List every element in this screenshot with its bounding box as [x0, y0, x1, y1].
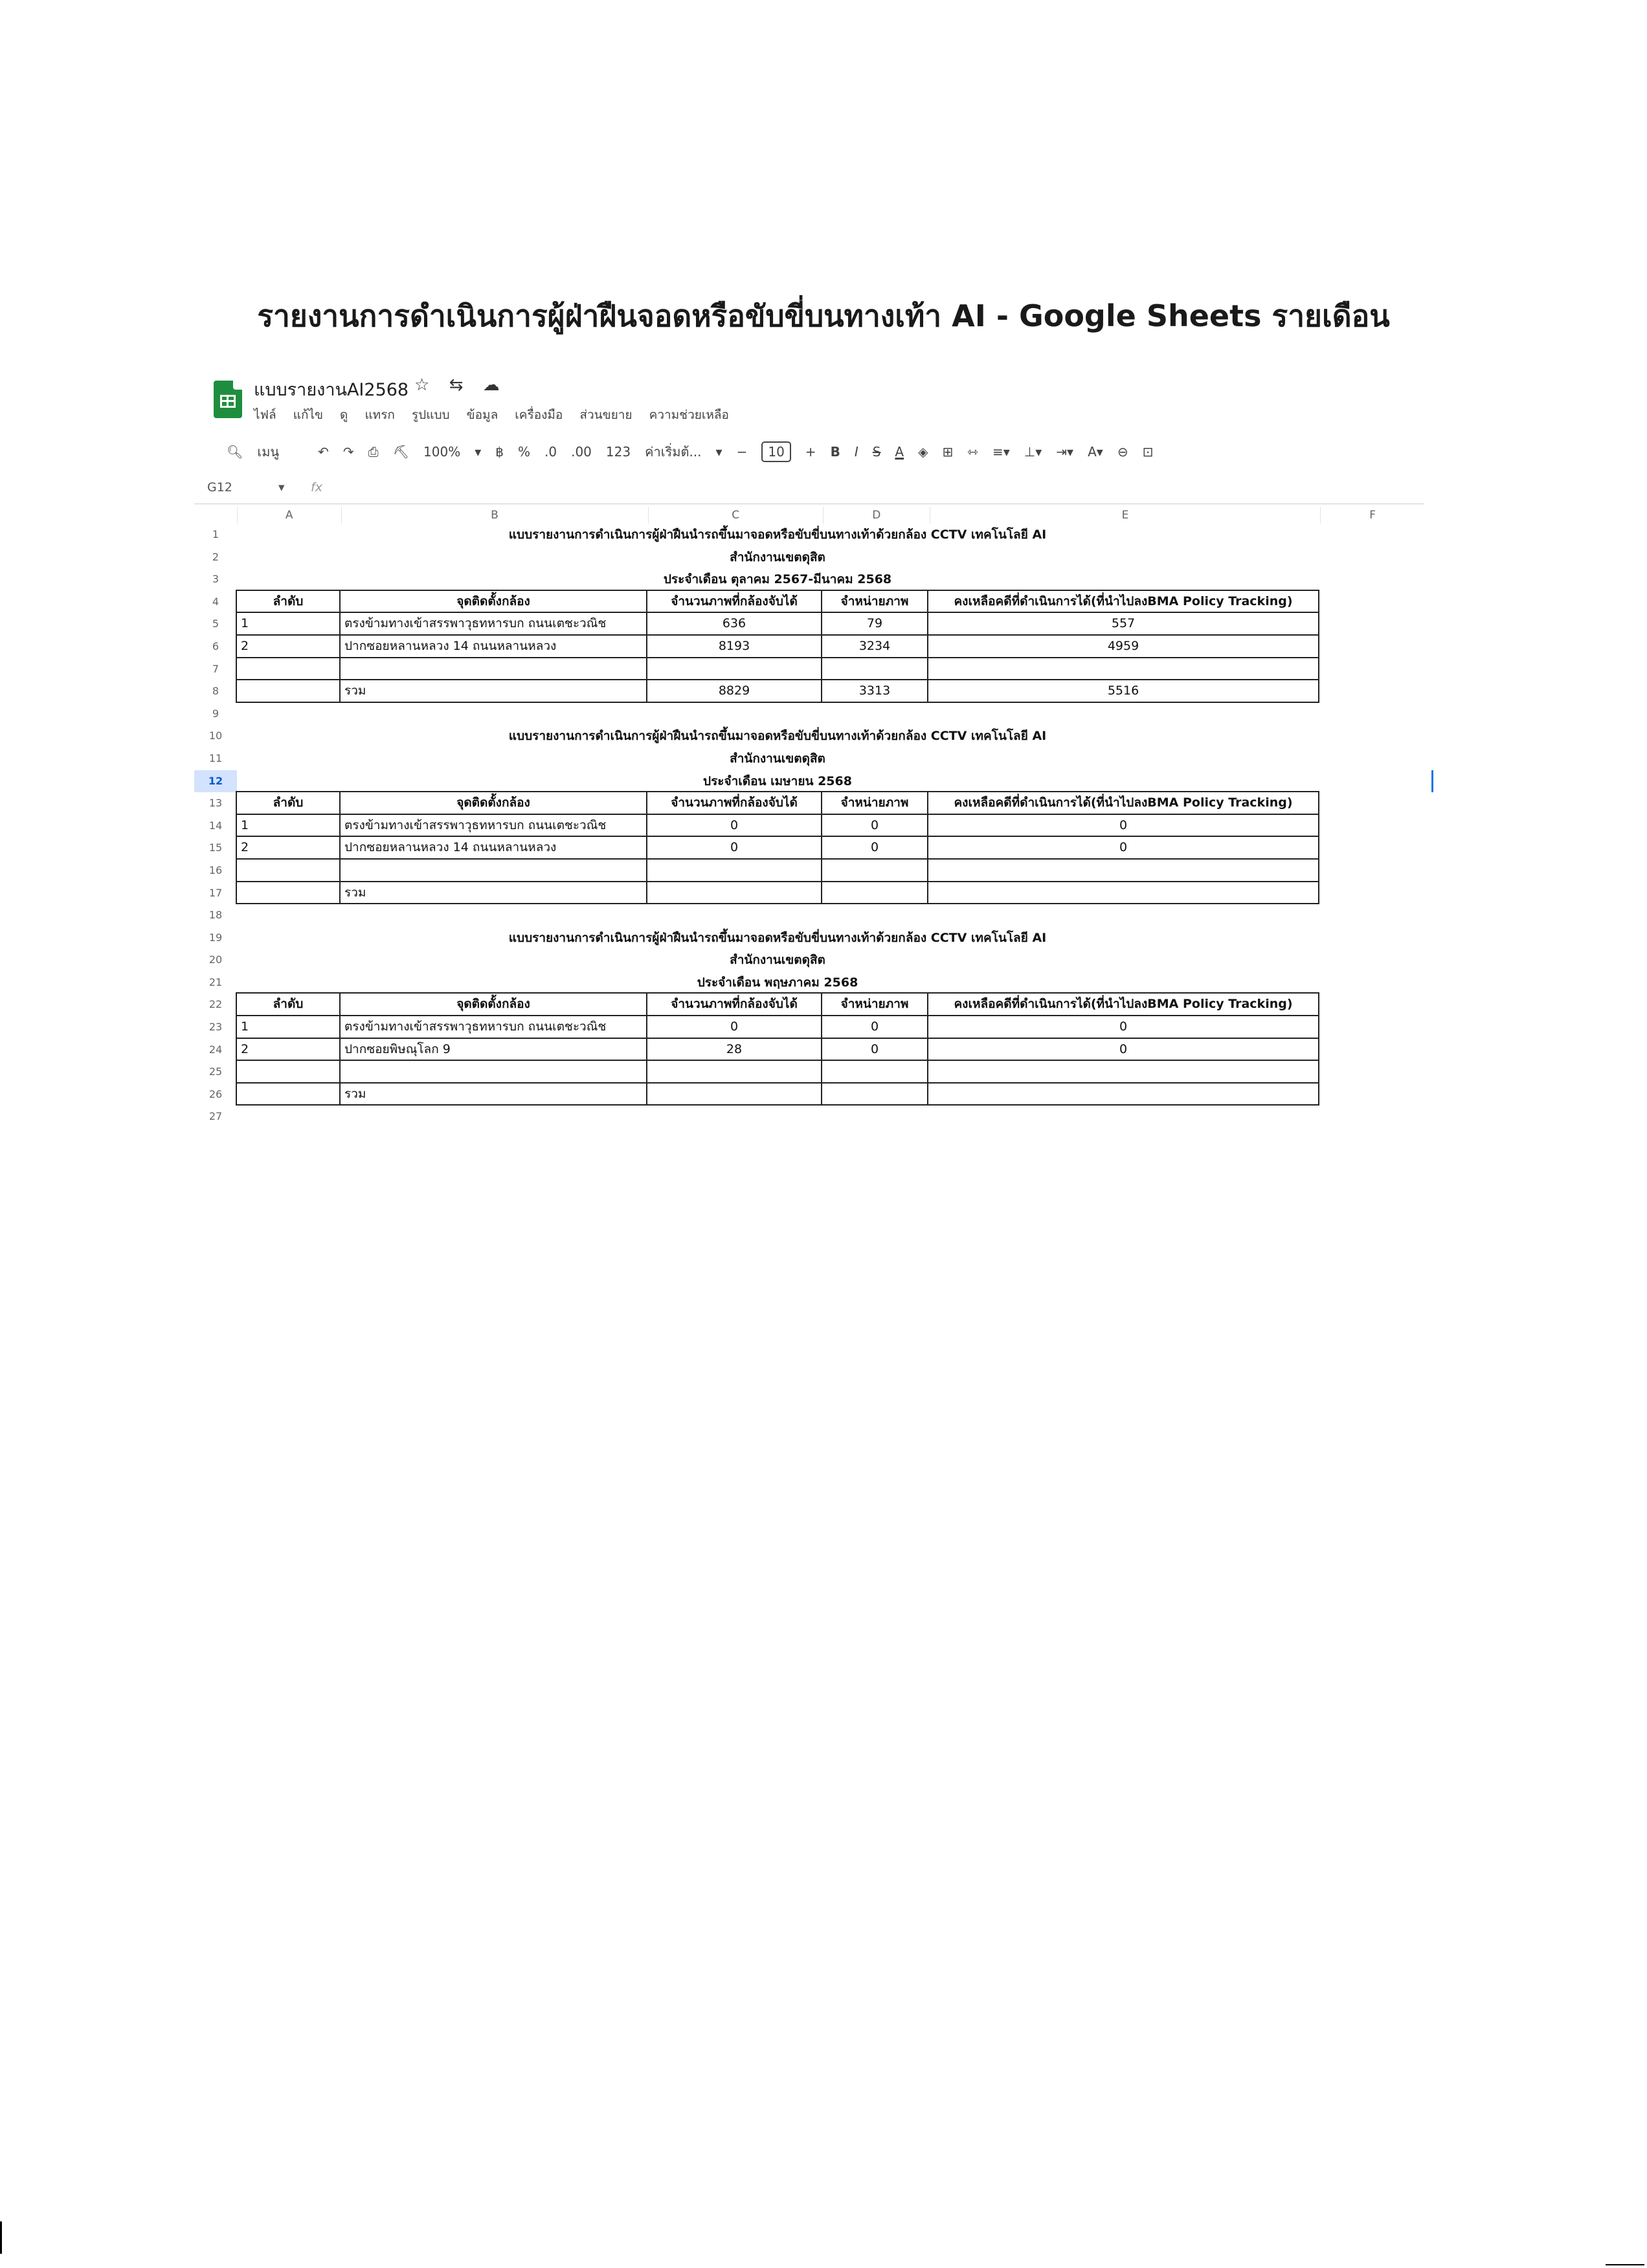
title-icons [414, 375, 514, 395]
grid-row [194, 748, 1424, 770]
percent-button[interactable]: % [517, 444, 530, 460]
cell-discarded[interactable]: 0 [821, 814, 928, 838]
comment-icon[interactable]: ⊡ [1142, 444, 1154, 460]
empty-cell[interactable] [339, 1060, 647, 1084]
total-remaining[interactable]: 5516 [927, 679, 1319, 703]
row-number[interactable]: 24 [208, 1043, 223, 1056]
column-header-a[interactable]: A [237, 507, 341, 524]
grid-row [194, 658, 1424, 681]
font-size-input[interactable]: 10 [761, 441, 790, 462]
row-number[interactable]: 21 [208, 975, 223, 988]
row-number[interactable]: 6 [212, 639, 219, 652]
menu-search[interactable]: เมนู [257, 444, 280, 460]
italic-button[interactable]: I [854, 444, 858, 460]
cell-order[interactable]: 1 [236, 1015, 341, 1039]
row-number[interactable]: 11 [208, 751, 223, 764]
empty-cell[interactable] [236, 1082, 341, 1106]
header-order[interactable]: ลำดับ [236, 590, 341, 614]
paint-format-icon[interactable]: ⛏ [392, 444, 410, 460]
row-number[interactable]: 26 [208, 1087, 223, 1100]
cell-location[interactable]: ตรงข้ามทางเข้าสรรพาวุธทหารบก ถนนเตชะวณิช [339, 1015, 647, 1039]
empty-cell[interactable] [236, 1060, 341, 1084]
total-discarded[interactable]: 3313 [821, 679, 928, 703]
report-period: ประจำเดือน ตุลาคม 2567-มีนาคม 2568 [663, 572, 892, 587]
total-label[interactable]: รวม [339, 679, 647, 703]
row-number[interactable]: 4 [212, 595, 219, 608]
formula-bar [194, 475, 1424, 504]
cell-captured[interactable]: 636 [646, 612, 822, 636]
menu-help[interactable]: ความช่วยเหลือ [649, 408, 729, 422]
cell-remaining[interactable]: 4959 [927, 634, 1319, 658]
font-size-increase[interactable]: + [805, 444, 816, 460]
report-period: ประจำเดือน เมษายน 2568 [703, 773, 852, 788]
empty-cell[interactable] [236, 858, 341, 882]
row-number[interactable]: 5 [212, 617, 219, 630]
star-icon[interactable]: ☆ [414, 375, 430, 395]
column-headers [194, 507, 1424, 524]
header-captured[interactable]: จำนวนภาพที่กล้องจับได้ [646, 791, 822, 815]
header-order[interactable]: ลำดับ [236, 992, 341, 1016]
font-size-decrease[interactable]: − [736, 444, 748, 460]
cell-captured[interactable]: 28 [646, 1038, 822, 1062]
row-number[interactable]: 20 [208, 953, 223, 966]
menu-file[interactable]: ไฟล์ [254, 408, 276, 422]
header-discarded[interactable]: จำหน่ายภาพ [821, 992, 928, 1016]
total-label[interactable]: รวม [339, 881, 647, 905]
grid-row [194, 927, 1424, 950]
grid-row [194, 636, 1424, 658]
menu-insert[interactable]: แทรก [364, 408, 395, 422]
cell-discarded[interactable]: 3234 [821, 634, 928, 658]
strikethrough-button[interactable]: S [872, 444, 881, 460]
fill-color-icon[interactable]: ◈ [918, 444, 928, 460]
row-number[interactable]: 25 [208, 1065, 223, 1078]
row-number[interactable]: 18 [208, 909, 223, 922]
total-captured[interactable] [646, 1082, 822, 1106]
cell-discarded[interactable]: 0 [821, 836, 928, 860]
scan-mark [1606, 2264, 1644, 2265]
empty-cell[interactable] [236, 657, 341, 681]
header-order[interactable]: ลำดับ [236, 791, 341, 815]
grid-row [194, 770, 1424, 793]
align-horizontal-icon[interactable]: ≡▾ [992, 444, 1010, 460]
row-number[interactable]: 7 [212, 662, 219, 675]
cell-order[interactable]: 2 [236, 836, 341, 860]
cell-captured[interactable]: 0 [646, 836, 822, 860]
header-location[interactable]: จุดติดตั้งกล้อง [339, 791, 647, 815]
grid-row [194, 904, 1424, 927]
total-discarded[interactable] [821, 1082, 928, 1106]
total-discarded[interactable] [821, 881, 928, 905]
grid-row [194, 1061, 1424, 1084]
title-bar [194, 375, 1424, 428]
grid-row [194, 703, 1424, 726]
empty-cell[interactable] [927, 858, 1319, 882]
empty-cell[interactable] [821, 858, 928, 882]
scan-mark [0, 2221, 2, 2254]
cell-order[interactable]: 2 [236, 1038, 341, 1062]
cell-remaining[interactable]: 0 [927, 1038, 1319, 1062]
header-remaining[interactable]: คงเหลือคดีที่ดำเนินการได้(ที่นำไปลงBMA Policy Tracking) [927, 992, 1319, 1016]
toolbar [194, 434, 1424, 470]
grid-row [194, 568, 1424, 591]
menu-view[interactable]: ดู [340, 408, 348, 422]
grid-row [194, 546, 1424, 569]
report-period: ประจำเดือน พฤษภาคม 2568 [697, 975, 858, 990]
empty-cell[interactable] [236, 679, 341, 703]
menu-bar [254, 405, 742, 425]
text-rotation-icon[interactable]: A▾ [1088, 444, 1103, 460]
cell-captured[interactable]: 0 [646, 814, 822, 838]
empty-cell[interactable] [339, 657, 647, 681]
grid-row [194, 972, 1424, 994]
currency-icon[interactable]: ฿ [495, 444, 504, 460]
text-color-button[interactable]: A [895, 444, 904, 460]
borders-icon[interactable]: ⊞ [942, 444, 954, 460]
office-name: สำนักงานเขตดุสิต [730, 953, 825, 968]
grid-row [194, 1084, 1424, 1106]
header-captured[interactable]: จำนวนภาพที่กล้องจับได้ [646, 590, 822, 614]
name-box[interactable]: G12 [207, 480, 232, 495]
move-icon[interactable]: ⇆ [449, 375, 464, 395]
row-number[interactable]: 3 [212, 573, 219, 586]
cell-remaining[interactable]: 0 [927, 814, 1319, 838]
column-header-d[interactable]: D [823, 507, 930, 524]
menu-edit[interactable]: แก้ไข [293, 408, 323, 422]
cell-order[interactable]: 1 [236, 814, 341, 838]
empty-cell[interactable] [646, 657, 822, 681]
cell-captured[interactable]: 0 [646, 1015, 822, 1039]
link-icon[interactable]: ⊖ [1117, 444, 1128, 460]
document-name[interactable]: แบบรายงานAI2568 [254, 380, 409, 400]
grid-row [194, 725, 1424, 748]
grid-row [194, 524, 1424, 546]
report-title: แบบรายงานการดำเนินการผู้ฝ่าฝืนนำรถขึ้นมาจอดหรือขับขี่บนทางเท้าด้วยกล้อง CCTV เทคโนโลยี AI [508, 729, 1047, 744]
column-header-b[interactable]: B [341, 507, 648, 524]
grid-row [194, 860, 1424, 882]
total-captured[interactable]: 8829 [646, 679, 822, 703]
bold-button[interactable]: B [830, 444, 840, 460]
grid-rows [194, 524, 1424, 1128]
grid-row [194, 994, 1424, 1016]
selection-indicator [1431, 770, 1433, 792]
grid-row [194, 591, 1424, 614]
header-discarded[interactable]: จำหน่ายภาพ [821, 791, 928, 815]
empty-cell[interactable] [927, 1060, 1319, 1084]
row-number[interactable]: 12 [194, 770, 237, 793]
empty-cell[interactable] [339, 858, 647, 882]
select-all-corner[interactable] [194, 507, 237, 524]
increase-decimal-button[interactable]: .00 [571, 444, 592, 460]
print-icon[interactable]: ⎙ [368, 444, 379, 460]
row-number[interactable]: 1 [212, 528, 219, 540]
office-name: สำนักงานเขตดุสิต [730, 550, 825, 564]
cloud-icon[interactable]: ☁ [482, 375, 500, 395]
align-vertical-icon[interactable]: ⊥▾ [1024, 444, 1042, 460]
fx-icon: fx [311, 480, 322, 495]
empty-cell[interactable] [927, 657, 1319, 681]
report-title: แบบรายงานการดำเนินการผู้ฝ่าฝืนนำรถขึ้นมาจอดหรือขับขี่บนทางเท้าด้วยกล้อง CCTV เทคโนโลยี AI [508, 528, 1047, 542]
row-number[interactable]: 16 [208, 863, 223, 876]
chevron-down-icon[interactable]: ▾ [278, 480, 285, 495]
cell-order[interactable]: 2 [236, 634, 341, 658]
decrease-decimal-button[interactable]: .0 [544, 444, 557, 460]
empty-cell[interactable] [646, 1060, 822, 1084]
grid-row [194, 837, 1424, 860]
row-number[interactable]: 9 [212, 707, 219, 720]
chevron-down-icon[interactable]: ▾ [475, 444, 482, 460]
header-captured[interactable]: จำนวนภาพที่กล้องจับได้ [646, 992, 822, 1016]
merge-cells-icon[interactable]: ⇿ [967, 444, 979, 460]
grid-row [194, 949, 1424, 972]
row-number[interactable]: 8 [212, 685, 219, 698]
total-label[interactable]: รวม [339, 1082, 647, 1106]
cell-location[interactable]: ปากซอยหลานหลวง 14 ถนนหลานหลวง [339, 836, 647, 860]
header-discarded[interactable]: จำหน่ายภาพ [821, 590, 928, 614]
row-number[interactable]: 2 [212, 550, 219, 563]
total-captured[interactable] [646, 881, 822, 905]
grid-row [194, 882, 1424, 905]
total-remaining[interactable] [927, 1082, 1319, 1106]
menu-extensions[interactable]: ส่วนขยาย [579, 408, 633, 422]
empty-cell[interactable] [821, 1060, 928, 1084]
cell-remaining[interactable]: 0 [927, 1015, 1319, 1039]
row-number[interactable]: 23 [208, 1021, 223, 1034]
redo-icon[interactable]: ↷ [342, 444, 354, 460]
header-remaining[interactable]: คงเหลือคดีที่ดำเนินการได้(ที่นำไปลงBMA Policy Tracking) [927, 590, 1319, 614]
undo-icon[interactable]: ↶ [318, 444, 329, 460]
row-number[interactable]: 14 [208, 819, 223, 832]
grid-row [194, 792, 1424, 815]
row-number[interactable]: 22 [208, 998, 223, 1011]
grid-row [194, 1039, 1424, 1062]
row-number[interactable]: 27 [208, 1110, 223, 1123]
header-location[interactable]: จุดติดตั้งกล้อง [339, 992, 647, 1016]
total-remaining[interactable] [927, 881, 1319, 905]
empty-cell[interactable] [646, 858, 822, 882]
search-icon[interactable]: 🔍︎ [227, 444, 243, 460]
menu-data[interactable]: ข้อมูล [466, 408, 499, 422]
grid-row [194, 613, 1424, 636]
zoom-select[interactable]: 100% [423, 444, 461, 460]
cell-discarded[interactable]: 0 [821, 1038, 928, 1062]
number-format-button[interactable]: 123 [605, 444, 631, 460]
cell-discarded[interactable]: 0 [821, 1015, 928, 1039]
spreadsheet-grid [194, 507, 1424, 1128]
cell-order[interactable]: 1 [236, 612, 341, 636]
header-location[interactable]: จุดติดตั้งกล้อง [339, 590, 647, 614]
cell-remaining[interactable]: 0 [927, 836, 1319, 860]
grid-row [194, 1106, 1424, 1128]
row-number[interactable]: 15 [208, 841, 223, 854]
cell-location[interactable]: ปากซอยหลานหลวง 14 ถนนหลานหลวง [339, 634, 647, 658]
cell-captured[interactable]: 8193 [646, 634, 822, 658]
grid-row [194, 1016, 1424, 1039]
text-wrap-icon[interactable]: ⇥▾ [1056, 444, 1074, 460]
sheets-window [194, 375, 1424, 1128]
report-title: แบบรายงานการดำเนินการผู้ฝ่าฝืนนำรถขึ้นมาจอดหรือขับขี่บนทางเท้าด้วยกล้อง CCTV เทคโนโลยี AI [508, 930, 1047, 945]
empty-cell[interactable] [821, 657, 928, 681]
cell-location[interactable]: ตรงข้ามทางเข้าสรรพาวุธทหารบก ถนนเตชะวณิช [339, 612, 647, 636]
menu-format[interactable]: รูปแบบ [411, 408, 450, 422]
column-header-e[interactable]: E [930, 507, 1321, 524]
row-number[interactable]: 19 [208, 931, 223, 944]
header-remaining[interactable]: คงเหลือคดีที่ดำเนินการได้(ที่นำไปลงBMA Policy Tracking) [927, 791, 1319, 815]
chevron-down-icon[interactable]: ▾ [715, 444, 723, 460]
sheets-logo-icon[interactable] [214, 381, 242, 418]
page-title: รายงานการดำเนินการผู้ฝ่าฝืนจอดหรือขับขี่บนทางเท้า AI - Google Sheets รายเดือน [257, 298, 1390, 333]
menu-tools[interactable]: เครื่องมือ [515, 408, 563, 422]
row-number[interactable]: 13 [208, 797, 223, 810]
grid-row [194, 680, 1424, 703]
row-number[interactable]: 17 [208, 886, 223, 899]
empty-cell[interactable] [236, 881, 341, 905]
cell-location[interactable]: ตรงข้ามทางเข้าสรรพาวุธทหารบก ถนนเตชะวณิช [339, 814, 647, 838]
column-header-f[interactable]: F [1320, 507, 1424, 524]
column-header-c[interactable]: C [648, 507, 823, 524]
grid-row [194, 815, 1424, 838]
cell-discarded[interactable]: 79 [821, 612, 928, 636]
row-number[interactable]: 10 [208, 729, 223, 742]
cell-location[interactable]: ปากซอยพิษณุโลก 9 [339, 1038, 647, 1062]
font-select[interactable]: ค่าเริ่มต้... [645, 444, 702, 460]
cell-remaining[interactable]: 557 [927, 612, 1319, 636]
office-name: สำนักงานเขตดุสิต [730, 751, 825, 766]
